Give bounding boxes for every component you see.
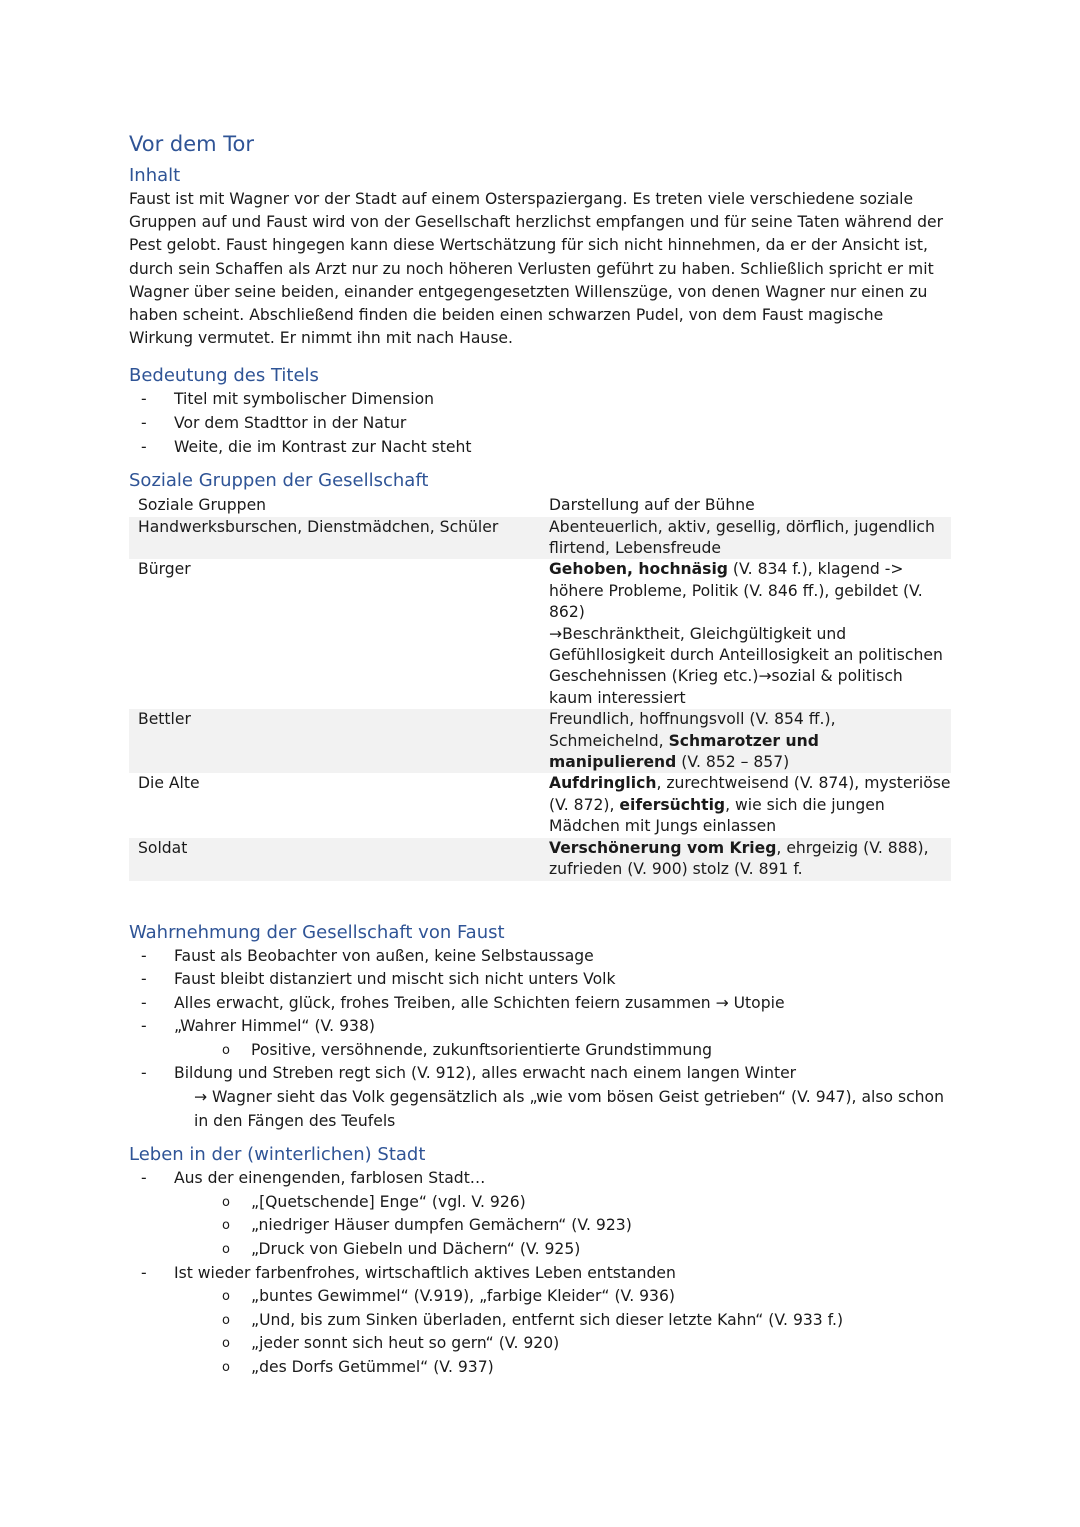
heading-wahrnehmung: Wahrnehmung der Gesellschaft von Faust xyxy=(129,921,505,943)
sub-list xyxy=(174,1039,951,1063)
sub-list-item: o „Und, bis zum Sinken überladen, entfernt sich dieser letzte Kahn“ (V. 933 f.) xyxy=(129,1309,951,1333)
bold-text: Aufdringlich xyxy=(549,774,657,793)
heading-inhalt: Inhalt xyxy=(129,165,181,186)
document-page xyxy=(129,130,951,1380)
inhalt-paragraph: Faust ist mit Wagner vor der Stadt auf einem Osterspaziergang. Es treten viele verschiedene soziale Gruppen auf und Faust wird von der Gesellschaft herzlichst empfangen und für seine Taten während der Pest gelobt. Faust hingegen kann diese Wertschätzung für sich nicht hinnehmen, da er der Ansicht ist, durch sein Schaffen als Arzt nur zu noch höheren Verlusten geführt zu haben. Schließlich spricht er mit Wagner über seine beiden, einander entgegengesetzten Willenszüge, von denen Wagner nur einen zu haben scheint. Abschließend finden die beiden einen schwarzen Pudel, von dem Faust magische Wirkung vermutet. Er nimmt ihn mit nach Hause. xyxy=(129,190,944,348)
list-item: - Vor dem Stadttor in der Natur xyxy=(129,412,951,436)
titel-list xyxy=(129,388,951,459)
groups-table-body xyxy=(129,517,951,881)
text: , ehrgeizig (V. 888), zufrieden (V. 900) stolz (V. 891 f. xyxy=(549,838,929,879)
table-row xyxy=(129,517,951,560)
table-row xyxy=(129,838,951,881)
sub-list-item: o Positive, versöhnende, zukunftsorientierte Grundstimmung xyxy=(129,1039,951,1063)
list-item xyxy=(129,1262,951,1380)
text: , zurechtweisend (V. 874), mysteriöse (V. 872), xyxy=(549,774,951,814)
text: Abenteuerlich, aktiv, gesellig, dörflich, jugendlich flirtend, Lebensfreude xyxy=(549,517,935,558)
table-header-row xyxy=(129,495,951,516)
bold-text: eifersüchtig xyxy=(619,795,726,814)
heading-titel: Bedeutung des Titels xyxy=(129,365,319,387)
heading-gruppen: Soziale Gruppen der Gesellschaft xyxy=(129,470,429,492)
list-item: - Titel mit symbolischer Dimension xyxy=(129,388,951,412)
list-item-text: Aus der einengenden, farblosen Stadt… xyxy=(174,1169,486,1188)
bold-text: Gehoben, hochnäsig xyxy=(549,560,728,579)
bold-text: Schmarotzer und manipulierend xyxy=(549,731,819,772)
table-cell-description xyxy=(549,838,951,881)
sub-list xyxy=(174,1285,951,1379)
list-item xyxy=(129,1062,951,1133)
table-cell-group: Soldat xyxy=(129,838,549,881)
sub-list-item: o „jeder sonnt sich heut so gern“ (V. 920) xyxy=(129,1332,951,1356)
table-cell-description xyxy=(549,517,951,560)
table-cell-group: Handwerksburschen, Dienstmädchen, Schüler xyxy=(129,517,549,560)
groups-table xyxy=(129,495,951,880)
table-cell-description xyxy=(549,709,951,773)
text: Freundlich, hoffnungsvoll (V. 854 ff.), Schmeichelnd, xyxy=(549,710,836,750)
table-row xyxy=(129,559,951,709)
arrow-note: → Wagner sieht das Volk gegensätzlich als „wie vom bösen Geist getrieben“ (V. 947), also schon in den Fängen des Teufels xyxy=(194,1088,944,1130)
stadt-list xyxy=(129,1167,951,1379)
sub-list-item: o „buntes Gewimmel“ (V.919), „farbige Kleider“ (V. 936) xyxy=(129,1285,951,1309)
text: (V. 834 f.), klagend -> höhere Probleme, Politik (V. 846 ff.), gebildet (V. 862) xyxy=(549,560,923,622)
list-item: - Weite, die im Kontrast zur Nacht steht xyxy=(129,436,951,460)
list-item xyxy=(129,1167,951,1261)
sub-list-item: o „Druck von Giebeln und Dächern“ (V. 925) xyxy=(129,1238,951,1262)
text: (V. 852 – 857) xyxy=(676,753,790,772)
page-title: Vor dem Tor xyxy=(129,132,255,156)
text: →Beschränktheit, Gleichgültigkeit und Gefühllosigkeit durch Anteillosigkeit an politischen Geschehnissen (Krieg etc.)→sozial & politisch kaum interessiert xyxy=(549,624,943,707)
sub-list-item: o „niedriger Häuser dumpfen Gemächern“ (V. 923) xyxy=(129,1214,951,1238)
table-cell-group: Die Alte xyxy=(138,774,200,793)
list-item xyxy=(129,1015,951,1062)
list-item-text: Bildung und Streben regt sich (V. 912), alles erwacht nach einem langen Winter xyxy=(174,1064,797,1083)
table-cell-description xyxy=(549,559,951,709)
table-cell-description xyxy=(549,773,951,837)
list-item-text: „Wahrer Himmel“ (V. 938) xyxy=(174,1017,375,1036)
column-header-group: Soziale Gruppen xyxy=(138,496,267,515)
list-item: - Alles erwacht, glück, frohes Treiben, alle Schichten feiern zusammen → Utopie xyxy=(129,992,951,1016)
list-item: - Faust bleibt distanziert und mischt sich nicht unters Volk xyxy=(129,968,951,992)
table-row xyxy=(129,773,951,837)
list-item: - Faust als Beobachter von außen, keine Selbstaussage xyxy=(129,945,951,969)
list-item-text: Ist wieder farbenfrohes, wirtschaftlich aktives Leben entstanden xyxy=(174,1263,676,1282)
text: , wie sich die jungen Mädchen mit Jungs einlassen xyxy=(549,795,885,836)
sub-list xyxy=(174,1191,951,1262)
column-header-desc: Darstellung auf der Bühne xyxy=(549,496,755,515)
heading-stadt: Leben in der (winterlichen) Stadt xyxy=(129,1144,426,1166)
table-cell-group: Bettler xyxy=(129,709,549,773)
table-row xyxy=(129,709,951,773)
bold-text: Verschönerung vom Krieg xyxy=(549,838,777,857)
table-cell-group: Bürger xyxy=(138,560,191,579)
sub-list-item: o „[Quetschende] Enge“ (vgl. V. 926) xyxy=(129,1191,951,1215)
wahrnehmung-list xyxy=(129,945,951,1134)
sub-list-item: o „des Dorfs Getümmel“ (V. 937) xyxy=(129,1356,951,1380)
